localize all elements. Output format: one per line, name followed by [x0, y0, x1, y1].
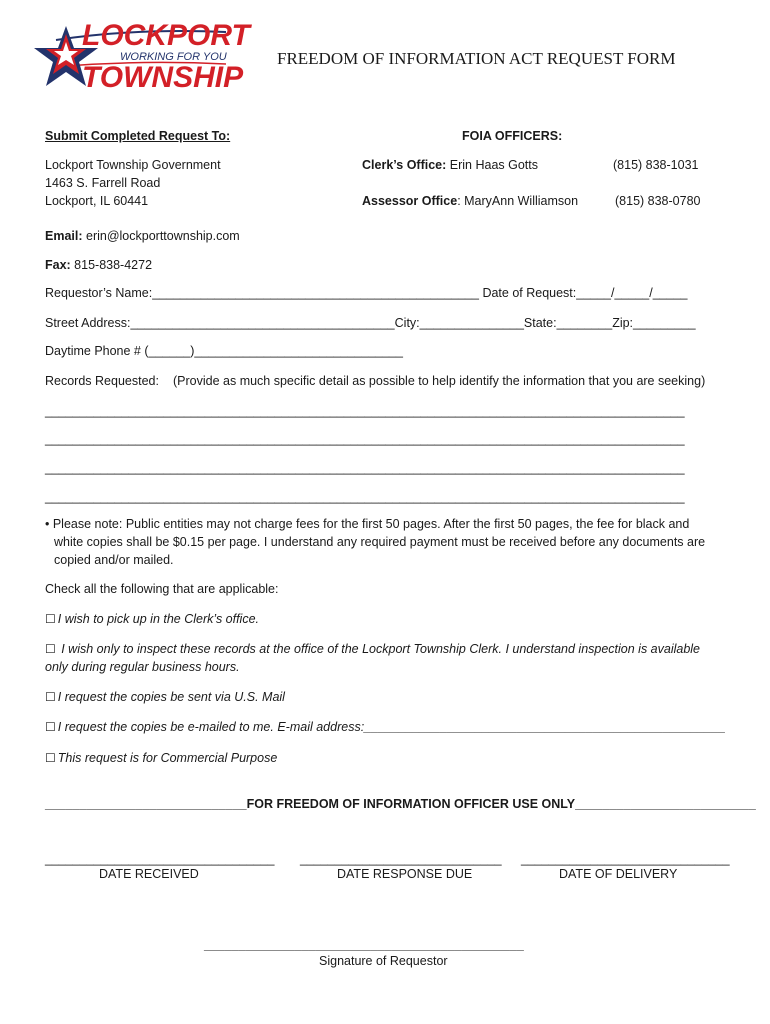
submit-heading: Submit Completed Request To: — [45, 129, 231, 143]
logo-tagline: WORKING FOR YOU — [120, 51, 227, 63]
email-label: Email: — [45, 229, 83, 243]
records-line-3[interactable]: ____________________________________________________________________________________________ — [45, 461, 685, 475]
checkbox-pickup[interactable]: ☐ — [45, 612, 56, 626]
assessor-label: Assessor Office — [362, 194, 458, 208]
option-email-label: I request the copies be e-mailed to me. E-mail address:____________________________________________________ — [57, 720, 726, 734]
submit-street: 1463 S. Farrell Road — [45, 176, 161, 190]
records-line-1[interactable]: ____________________________________________________________________________________________ — [45, 404, 685, 418]
email-value: erin@lockporttownship.com — [82, 229, 240, 243]
submit-city: Lockport, IL 60441 — [45, 194, 149, 208]
signature-label: Signature of Requestor — [319, 954, 448, 968]
fee-note-line-1: • Please note: Public entities may not charge fees for the first 50 pages. After the first 50 pages, the fee for black and — [45, 517, 690, 531]
date-received-line[interactable]: _________________________________ — [45, 852, 275, 866]
clerk-line — [362, 157, 538, 173]
records-requested-label: Records Requested: — [45, 374, 159, 388]
requestor-name-field[interactable]: Requestor’s Name:_______________________________________________ Date of Request:_____/_____/_____ — [45, 286, 688, 300]
assessor-phone: (815) 838-0780 — [615, 194, 701, 208]
clerk-label: Clerk’s Office: — [362, 158, 447, 172]
email-line — [45, 228, 240, 244]
checkbox-mail[interactable]: ☐ — [45, 690, 56, 704]
submit-org: Lockport Township Government — [45, 158, 221, 172]
option-inspect[interactable] — [45, 641, 700, 657]
option-inspect-line-2: only during regular business hours. — [45, 660, 240, 674]
records-requested-hint: (Provide as much specific detail as possible to help identify the information that you are seeking) — [173, 374, 706, 388]
signature-line[interactable]: ______________________________________________ — [204, 938, 524, 952]
clerk-phone: (815) 838-1031 — [613, 158, 699, 172]
option-pickup[interactable] — [45, 611, 259, 627]
clerk-name: Erin Haas Gotts — [446, 158, 538, 172]
fee-note-line-2: white copies shall be $0.15 per page. I understand any required payment must be received before any documents are — [54, 535, 706, 549]
township-logo — [26, 20, 256, 98]
records-line-2[interactable]: ____________________________________________________________________________________________ — [45, 432, 685, 446]
option-commercial[interactable] — [45, 750, 277, 766]
option-mail[interactable] — [45, 689, 285, 705]
fax-line — [45, 257, 152, 273]
fee-note-line-3: copied and/or mailed. — [54, 553, 174, 567]
date-response-due-label: DATE RESPONSE DUE — [337, 867, 473, 881]
logo-township: TOWNSHIP — [82, 61, 244, 94]
logo-lockport: LOCKPORT — [82, 19, 250, 52]
records-line-4[interactable]: ____________________________________________________________________________________________ — [45, 490, 685, 504]
officers-heading: FOIA OFFICERS: — [462, 129, 563, 143]
date-received-label: DATE RECEIVED — [99, 867, 199, 881]
option-inspect-label: I wish only to inspect these records at the office of the Lockport Township Clerk. I understand inspection is available — [57, 642, 701, 656]
fax-value: 815-838-4272 — [70, 258, 153, 272]
fax-label: Fax: — [45, 258, 71, 272]
officer-use-heading: _____________________________FOR FREEDOM OF INFORMATION OFFICER USE ONLY__________________________ — [45, 797, 756, 811]
option-email[interactable] — [45, 719, 726, 735]
date-response-due-line[interactable]: _____________________________ — [300, 852, 502, 866]
form-title: FREEDOM OF INFORMATION ACT REQUEST FORM — [277, 49, 676, 68]
check-heading: Check all the following that are applicable: — [45, 582, 279, 596]
assessor-name: : MaryAnn Williamson — [457, 194, 579, 208]
date-delivery-label: DATE OF DELIVERY — [559, 867, 678, 881]
street-address-field[interactable]: Street Address:______________________________________City:_______________State:________Zip:_________ — [45, 316, 696, 330]
option-mail-label: I request the copies be sent via U.S. Mail — [57, 690, 285, 704]
assessor-line — [362, 193, 578, 209]
checkbox-inspect[interactable]: ☐ — [45, 642, 56, 656]
checkbox-commercial[interactable]: ☐ — [45, 751, 56, 765]
date-delivery-line[interactable]: ______________________________ — [521, 852, 730, 866]
daytime-phone-field[interactable]: Daytime Phone # (______)______________________________ — [45, 344, 403, 358]
checkbox-email[interactable]: ☐ — [45, 720, 56, 734]
option-commercial-label: This request is for Commercial Purpose — [57, 751, 278, 765]
option-pickup-label: I wish to pick up in the Clerk’s office. — [57, 612, 260, 626]
